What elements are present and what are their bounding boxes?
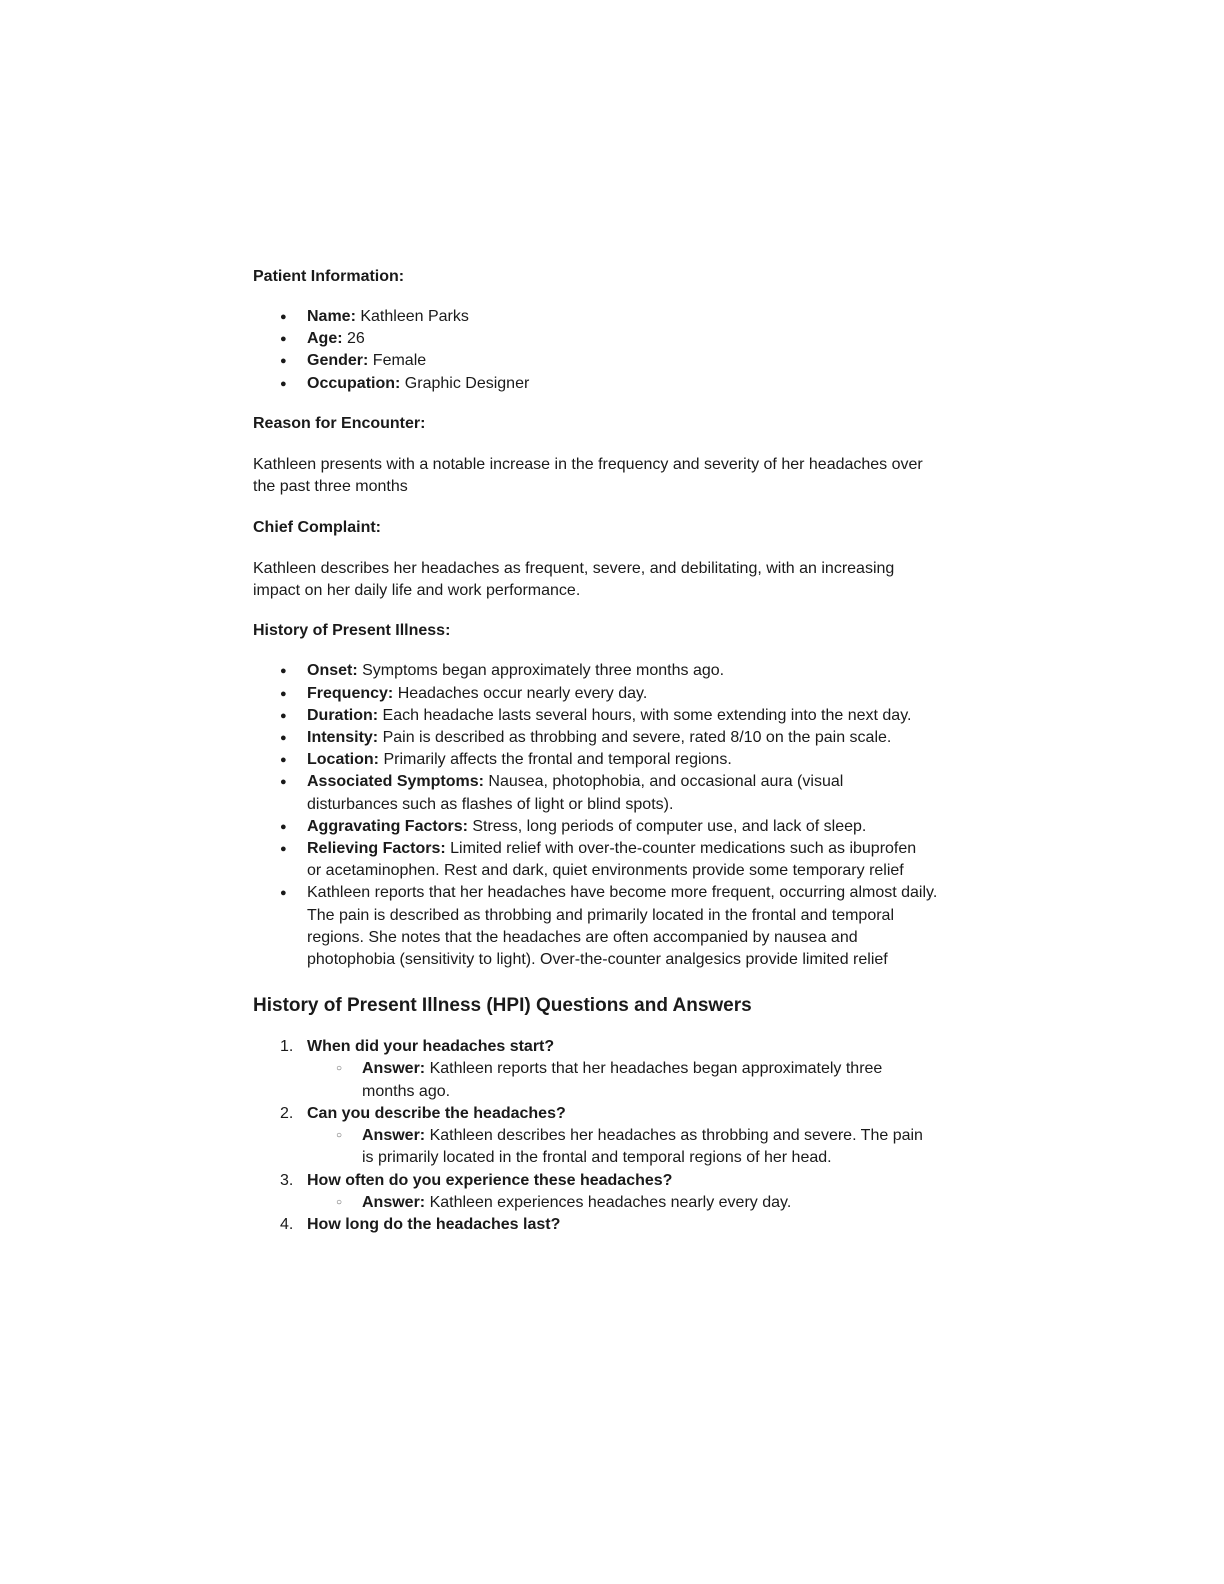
hpi-qa-title: History of Present Illness (HPI) Questions and Answers	[253, 995, 752, 1017]
list-item	[253, 683, 953, 705]
hpi-list	[253, 660, 953, 971]
question-number: 2.	[280, 1104, 294, 1122]
item-value: Kathleen reports that her headaches have become more frequent, occurring almost daily. The pain is described as throbbing and primarily located in the frontal and temporal regions. She notes that the headaches are often accompanied by nausea and photophobia (sensitivity to light). Over-the-counter analgesics provide limited relief	[307, 884, 938, 969]
item-label: Location:	[307, 751, 379, 769]
item-label: Onset:	[307, 662, 358, 680]
answer	[253, 1192, 922, 1214]
question-text: How long do the headaches last?	[307, 1215, 561, 1233]
item-label: Intensity:	[307, 729, 379, 747]
hpi-heading: History of Present Illness:	[253, 622, 451, 640]
list-item	[253, 373, 953, 395]
question-text: Can you describe the headaches?	[307, 1104, 566, 1122]
list-item	[253, 749, 953, 771]
list-item	[253, 838, 927, 882]
item-value: Limited relief with over-the-counter medications such as ibuprofen or acetaminophen. Rest and dark, quiet environments provide some temporary relief	[307, 840, 917, 880]
document-page	[253, 266, 953, 1236]
item-value: Stress, long periods of computer use, and lack of sleep.	[467, 817, 867, 835]
reason-text: Kathleen presents with a notable increase in the frequency and severity of her headaches over the past three months	[253, 455, 923, 496]
answer-text: Kathleen describes her headaches as throbbing and severe. The pain is primarily located in the frontal and temporal regions of her head.	[362, 1127, 923, 1167]
item-label: Occupation:	[307, 374, 401, 392]
item-label: Duration:	[307, 706, 379, 724]
question-text: How often do you experience these headaches?	[307, 1171, 673, 1189]
answer-label: Answer:	[362, 1060, 426, 1078]
item-value: Primarily affects the frontal and temporal regions.	[379, 751, 732, 769]
list-item	[253, 771, 907, 815]
item-label: Relieving Factors:	[307, 840, 446, 858]
hpi-qa-list	[253, 1036, 953, 1236]
item-label: Associated Symptoms:	[307, 773, 484, 791]
item-value: Female	[368, 352, 427, 370]
item-value: Symptoms began approximately three months ago.	[357, 662, 725, 680]
item-label: Name:	[307, 308, 356, 325]
question-number: 4.	[280, 1215, 294, 1233]
item-value: Pain is described as throbbing and severe, rated 8/10 on the pain scale.	[378, 729, 892, 747]
chief-complaint-text: Kathleen describes her headaches as frequent, severe, and debilitating, with an increasing impact on her daily life and work performance.	[253, 559, 895, 600]
patient-info-list	[253, 306, 953, 395]
item-value: 26	[342, 330, 365, 348]
item-label: Aggravating Factors:	[307, 817, 468, 835]
question-number: 1.	[280, 1038, 294, 1056]
item-value: Each headache lasts several hours, with some extending into the next day.	[378, 706, 912, 724]
item-value: Headaches occur nearly every day.	[393, 684, 648, 702]
qa-item	[253, 1214, 953, 1236]
list-item	[253, 816, 953, 838]
qa-item	[253, 1170, 953, 1214]
hollow-bullet-icon: ○	[336, 1130, 343, 1142]
list-item	[253, 882, 947, 971]
answer-text: Kathleen reports that her headaches began approximately three months ago.	[362, 1060, 883, 1100]
item-label: Frequency:	[307, 684, 394, 702]
list-item	[253, 350, 953, 372]
item-value: Kathleen Parks	[355, 308, 469, 325]
hollow-bullet-icon: ○	[336, 1063, 343, 1075]
answer-label: Answer:	[362, 1127, 426, 1145]
list-item	[253, 306, 953, 328]
patient-info-heading: Patient Information:	[253, 268, 405, 285]
list-item	[253, 328, 953, 350]
item-value: Nausea, photophobia, and occasional aura (visual disturbances such as flashes of light or blind spots).	[307, 773, 844, 813]
list-item	[253, 705, 953, 727]
qa-item	[253, 1103, 953, 1170]
chief-complaint-heading: Chief Complaint:	[253, 518, 381, 536]
hollow-bullet-icon: ○	[336, 1196, 343, 1208]
list-item	[253, 727, 953, 749]
reason-heading: Reason for Encounter:	[253, 414, 426, 432]
qa-item	[253, 1036, 953, 1103]
item-label: Gender:	[307, 352, 369, 370]
item-label: Age:	[307, 330, 343, 348]
answer-label: Answer:	[362, 1193, 426, 1211]
answer-text: Kathleen experiences headaches nearly every day.	[425, 1193, 792, 1211]
question-number: 3.	[280, 1171, 294, 1189]
question-text: When did your headaches start?	[307, 1038, 555, 1056]
answer	[253, 1058, 922, 1102]
list-item	[253, 660, 953, 682]
answer	[253, 1125, 927, 1169]
item-value: Graphic Designer	[400, 374, 530, 392]
